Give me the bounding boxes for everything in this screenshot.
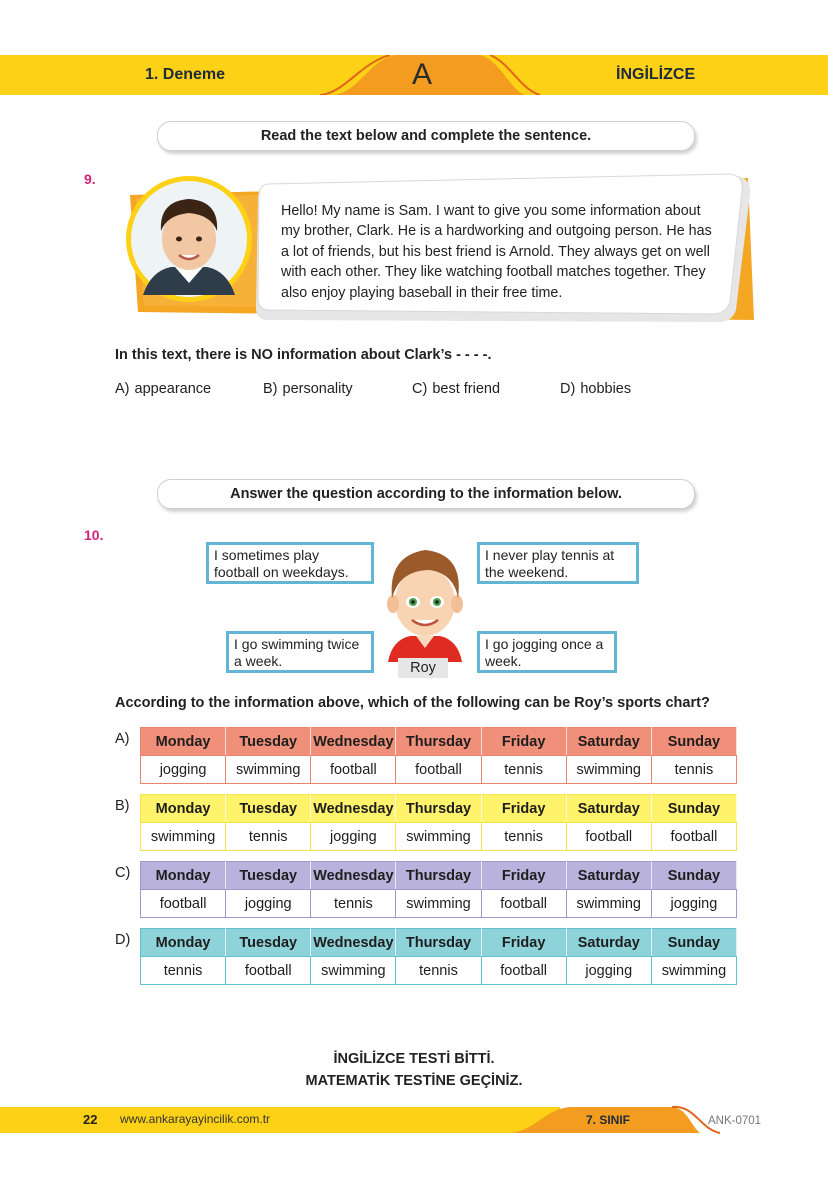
passage-line: a lot of friends, but his best friend is Arnold. They always get on well	[281, 243, 710, 260]
page-number: 22	[83, 1112, 98, 1127]
day-header-row	[141, 929, 737, 957]
instruction-pill-q9: Read the text below and complete the sentence.	[157, 121, 695, 151]
day-header-cell: Wednesday	[311, 728, 396, 756]
activity-cell: football	[311, 756, 396, 784]
character-name-label: Roy	[398, 658, 448, 678]
grade-label: 7. SINIF	[586, 1113, 631, 1127]
instruction-pill-q10: Answer the question according to the information below.	[157, 479, 695, 509]
activity-cell: football	[141, 890, 226, 918]
activity-cell: football	[396, 756, 481, 784]
answer-option-c[interactable]: C) best friend	[412, 381, 501, 397]
day-header-cell: Monday	[141, 795, 226, 823]
day-header-cell: Saturday	[566, 795, 651, 823]
day-header-cell: Sunday	[651, 795, 736, 823]
sports-chart-option-b[interactable]	[140, 794, 737, 851]
day-header-row	[141, 862, 737, 890]
day-header-cell: Monday	[141, 929, 226, 957]
speech-bubble-top-left: I sometimes play football on weekdays.	[206, 542, 374, 584]
boy-portrait-photo	[121, 175, 261, 305]
day-header-cell: Thursday	[396, 728, 481, 756]
day-header-cell: Sunday	[651, 728, 736, 756]
activity-cell: tennis	[141, 957, 226, 985]
day-header-cell: Friday	[481, 728, 566, 756]
activity-cell: jogging	[311, 823, 396, 851]
day-header-cell: Thursday	[396, 795, 481, 823]
day-header-row	[141, 728, 737, 756]
activity-cell: football	[481, 957, 566, 985]
question-stem-q10: According to the information above, which of the following can be Roy’s sports chart?	[115, 695, 710, 711]
activity-row	[141, 890, 737, 918]
speech-bubble-bottom-left: I go swimming twice a week.	[226, 631, 374, 673]
activity-cell: swimming	[226, 756, 311, 784]
activity-cell: tennis	[226, 823, 311, 851]
next-test-notice: MATEMATİK TESTİNE GEÇİNİZ.	[305, 1073, 523, 1089]
activity-cell: swimming	[566, 756, 651, 784]
activity-row	[141, 823, 737, 851]
sports-chart-option-c[interactable]	[140, 861, 737, 918]
day-header-cell: Wednesday	[311, 862, 396, 890]
reading-passage	[281, 201, 731, 303]
activity-cell: swimming	[566, 890, 651, 918]
activity-cell: football	[566, 823, 651, 851]
activity-cell: swimming	[396, 890, 481, 918]
question-number-10: 10.	[84, 527, 104, 543]
day-header-cell: Tuesday	[226, 862, 311, 890]
activity-cell: jogging	[566, 957, 651, 985]
activity-cell: jogging	[226, 890, 311, 918]
speech-bubble-bottom-right: I go jogging once a week.	[477, 631, 617, 673]
publisher-website[interactable]: www.ankarayayincilik.com.tr	[120, 1112, 271, 1126]
day-header-cell: Friday	[481, 929, 566, 957]
subject-title: İNGİLİZCE	[616, 66, 696, 83]
activity-cell: football	[226, 957, 311, 985]
day-header-cell: Monday	[141, 862, 226, 890]
activity-cell: jogging	[141, 756, 226, 784]
activity-cell: tennis	[311, 890, 396, 918]
question-number-9: 9.	[84, 171, 96, 187]
activity-cell: tennis	[651, 756, 736, 784]
day-header-cell: Saturday	[566, 862, 651, 890]
chart-option-a-label[interactable]: A)	[115, 731, 130, 747]
activity-cell: swimming	[396, 823, 481, 851]
passage-line: with each other. They like watching football matches together. They	[281, 264, 706, 281]
activity-cell: swimming	[311, 957, 396, 985]
day-header-cell: Wednesday	[311, 929, 396, 957]
chart-option-c-label[interactable]: C)	[115, 865, 131, 881]
activity-cell: tennis	[396, 957, 481, 985]
activity-row	[141, 957, 737, 985]
day-header-cell: Sunday	[651, 862, 736, 890]
day-header-cell: Saturday	[566, 929, 651, 957]
booklet-code: ANK-0701	[708, 1115, 762, 1127]
day-header-cell: Tuesday	[226, 929, 311, 957]
activity-cell: tennis	[481, 823, 566, 851]
test-end-notice: İNGİLİZCE TESTİ BİTTİ.	[333, 1051, 495, 1067]
question-stem-q9: In this text, there is NO information about Clark’s - - - -.	[115, 347, 492, 363]
day-header-cell: Tuesday	[226, 728, 311, 756]
answer-option-d[interactable]: D) hobbies	[560, 381, 632, 397]
answer-option-a[interactable]: A) appearance	[115, 381, 212, 397]
activity-cell: jogging	[651, 890, 736, 918]
passage-line: also enjoy playing baseball in their free time.	[281, 284, 563, 301]
day-header-cell: Thursday	[396, 862, 481, 890]
activity-cell: football	[651, 823, 736, 851]
chart-option-d-label[interactable]: D)	[115, 932, 131, 948]
activity-cell: swimming	[651, 957, 736, 985]
day-header-cell: Thursday	[396, 929, 481, 957]
day-header-cell: Saturday	[566, 728, 651, 756]
day-header-cell: Sunday	[651, 929, 736, 957]
passage-line: my brother, Clark. He is a hardworking and outgoing person. He has	[281, 223, 712, 240]
passage-line: Hello! My name is Sam. I want to give you some information about	[281, 203, 701, 219]
day-header-cell: Monday	[141, 728, 226, 756]
activity-cell: swimming	[141, 823, 226, 851]
answer-option-b[interactable]: B) personality	[263, 381, 353, 397]
sports-chart-option-d[interactable]	[140, 928, 737, 985]
activity-row	[141, 756, 737, 784]
activity-cell: football	[481, 890, 566, 918]
booklet-letter: A	[412, 58, 433, 91]
day-header-row	[141, 795, 737, 823]
day-header-cell: Tuesday	[226, 795, 311, 823]
roy-cartoon-illustration	[370, 540, 480, 665]
exam-title: 1. Deneme	[145, 66, 226, 83]
sports-chart-option-a[interactable]	[140, 727, 737, 784]
chart-option-b-label[interactable]: B)	[115, 798, 130, 814]
day-header-cell: Friday	[481, 795, 566, 823]
speech-bubble-top-right: I never play tennis at the weekend.	[477, 542, 639, 584]
day-header-cell: Wednesday	[311, 795, 396, 823]
day-header-cell: Friday	[481, 862, 566, 890]
activity-cell: tennis	[481, 756, 566, 784]
